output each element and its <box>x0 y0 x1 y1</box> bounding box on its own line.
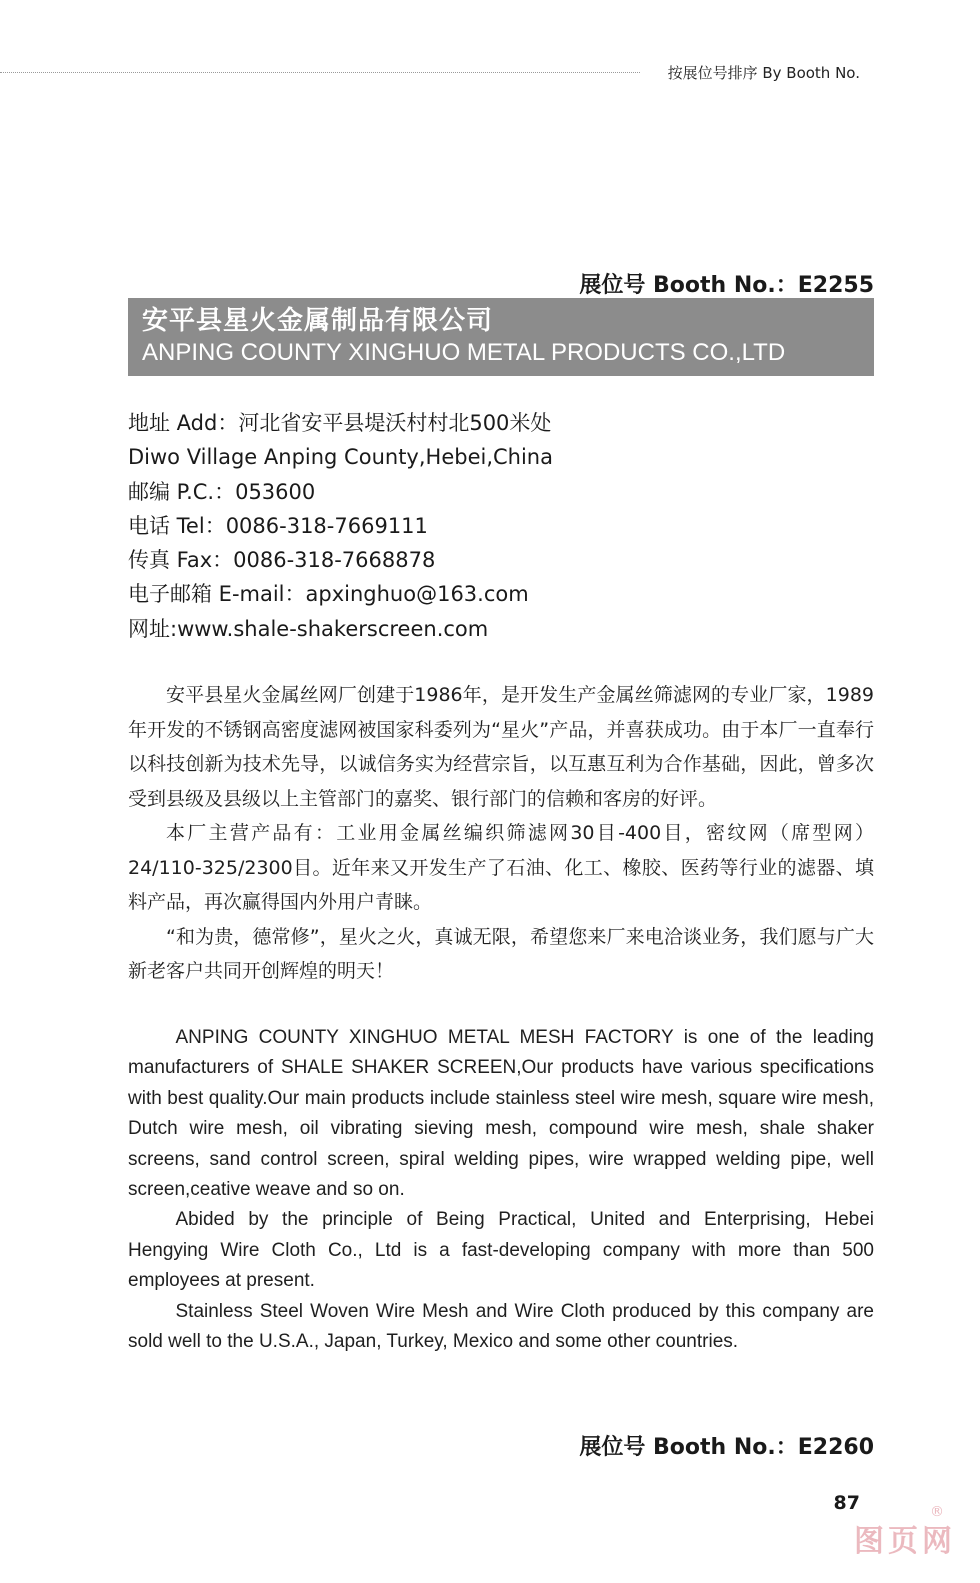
watermark-logo <box>854 1504 966 1562</box>
description-en-paragraph: ANPING COUNTY XINGHUO METAL MESH FACTORY is one of the leading manufacturers of SHALE SHAKER SCREEN,Our products have various specifications with best quality.Our main products include stainless steel wire mesh, square wire mesh, Dutch wire mesh, oil vibrating sieving mesh, compound wire mesh, shale shaker screens, sand control screen, spiral welding pipes, wire wrapped welding pipe, well screen,ceative weave and so on. <box>128 1027 874 1201</box>
company-name-en: ANPING COUNTY XINGHUO METAL PRODUCTS CO.,LTD <box>142 339 786 366</box>
telephone: 电话 Tel：0086-318-7669111 <box>128 513 428 538</box>
page-number: 87 <box>833 1492 860 1514</box>
description-cn-paragraph: “和为贵，德常修”，星火之火，真诚无限，希望您来厂来电洽谈业务，我们愿与广大新老客户共同开创辉煌的明天！ <box>128 925 874 982</box>
booth-number-next: 展位号 Booth No.：E2260 <box>579 1435 874 1460</box>
description-en-paragraph: Stainless Steel Woven Wire Mesh and Wire Cloth produced by this company are sold well to the U.S.A., Japan, Turkey, Mexico and some other countries. <box>128 1300 874 1353</box>
email: 电子邮箱 E-mail：apxinghuo@163.com <box>128 582 529 607</box>
website: 网址:www.shale-shakerscreen.com <box>128 616 489 641</box>
description-en-paragraph: Abided by the principle of Being Practical, United and Enterprising, Hebei Hengying Wire Cloth Co., Ltd is a fast-developing company with more than 500 employees at present. <box>128 1209 874 1292</box>
postcode: 邮编 P.C.：053600 <box>128 479 316 504</box>
contact-info <box>128 406 553 646</box>
watermark-text: 图页网 <box>854 1524 956 1559</box>
header-divider <box>0 72 640 73</box>
address-en: Diwo Village Anping County,Hebei,China <box>128 445 553 470</box>
company-name-cn: 安平县星火金属制品有限公司 <box>142 306 494 336</box>
fax: 传真 Fax：0086-318-7668878 <box>128 548 436 573</box>
description-cn-paragraph: 安平县星火金属丝网厂创建于1986年，是开发生产金属丝筛滤网的专业厂家，1989年开发的不锈钢高密度滤网被国家科委列为“星火”产品，并喜获成功。由于本厂一直奉行以科技创新为技术先导，以诚信务实为经营宗旨，以互惠互利为合作基础，因此，曾多次受到县级及县级以上主管部门的嘉奖、银行部门的信赖和客房的好评。 <box>128 684 874 810</box>
company-title-bar <box>128 298 874 376</box>
description-cn-paragraph: 本厂主营产品有：工业用金属丝编织筛滤网30目-400目，密纹网（席型网）24/110-325/2300目。近年来又开发生产了石油、化工、橡胶、医药等行业的滤器、填料产品，再次赢得国内外用户青睐。 <box>128 822 874 913</box>
booth-number-current: 展位号 Booth No.：E2255 <box>579 273 874 298</box>
description-cn <box>128 678 874 989</box>
description-en <box>128 1023 874 1357</box>
section-header-label: 按展位号排序 By Booth No. <box>667 64 860 82</box>
registered-mark-icon: ® <box>930 1504 944 1520</box>
address-cn: 地址 Add：河北省安平县堤沃村村北500米处 <box>128 411 552 435</box>
